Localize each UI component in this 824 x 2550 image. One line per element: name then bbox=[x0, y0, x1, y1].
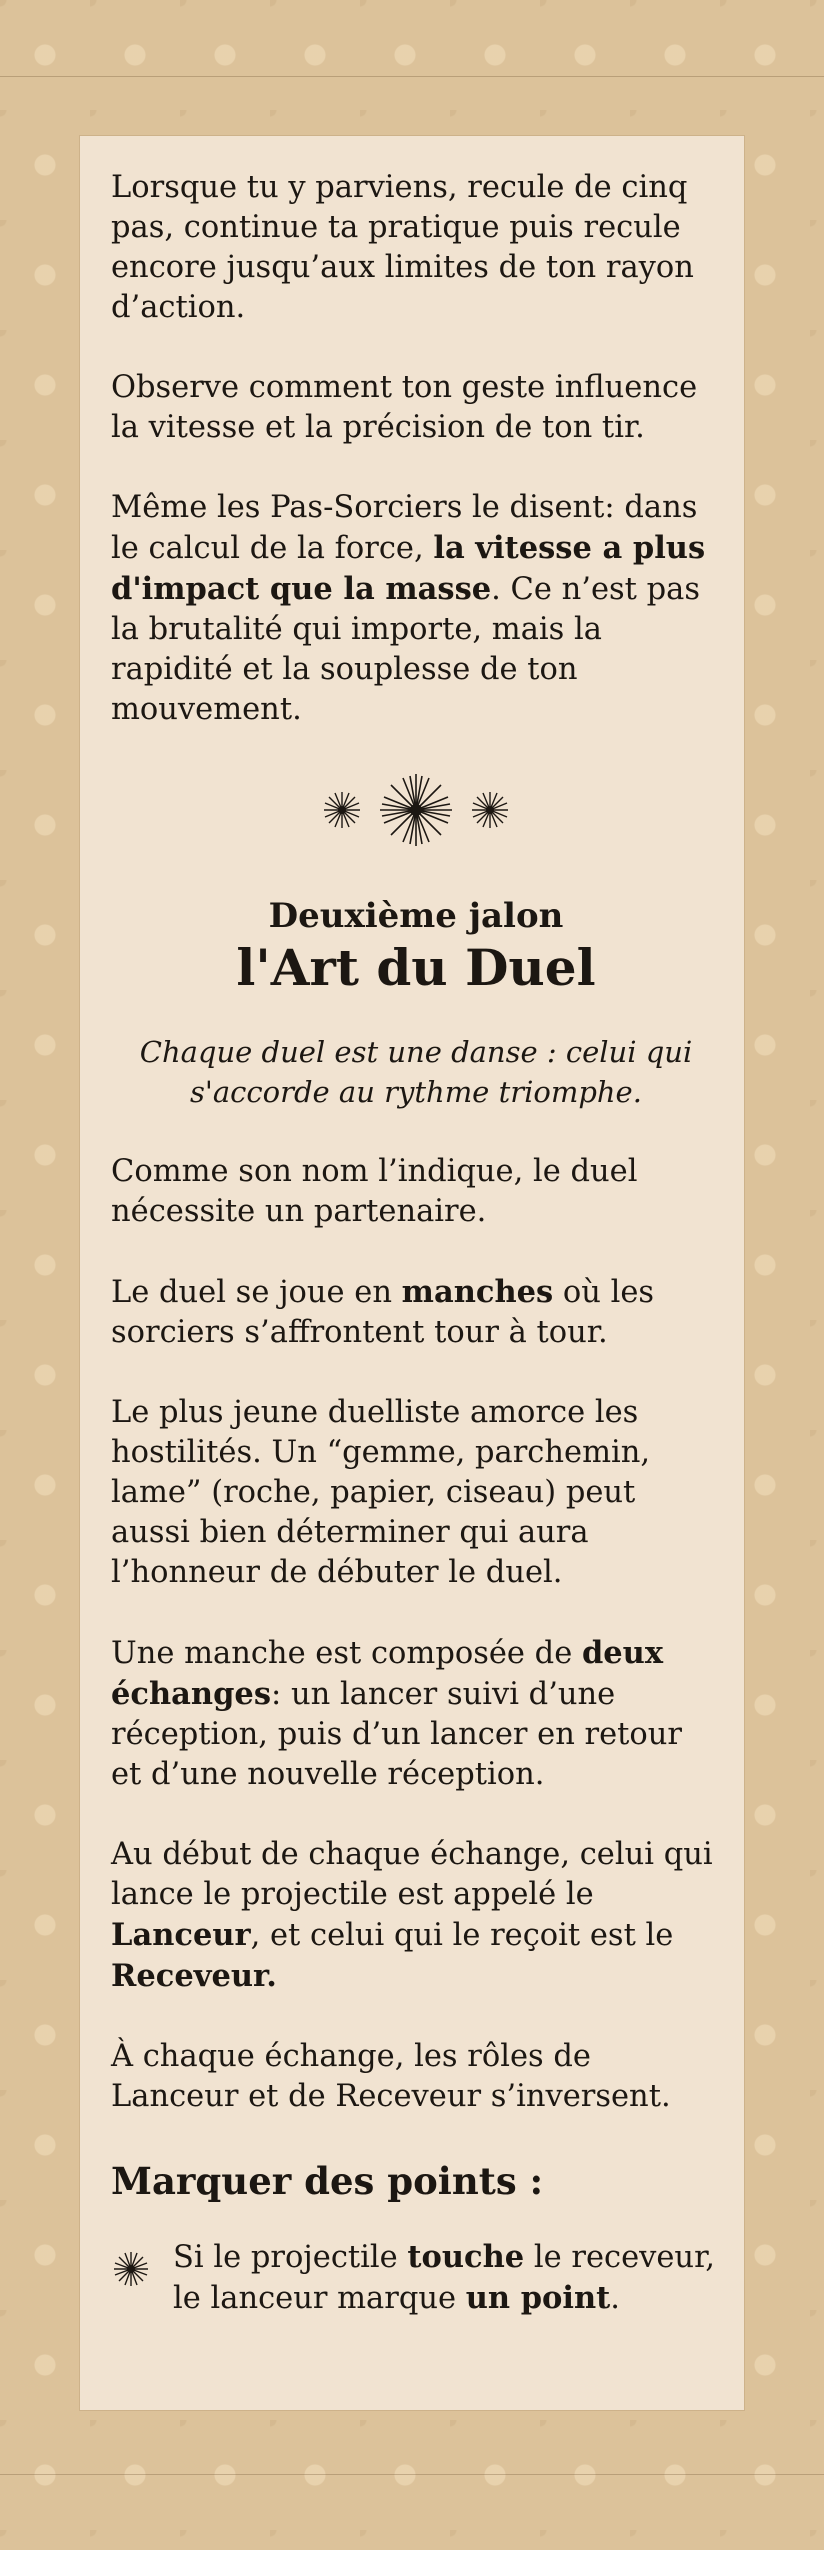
top-divider-line bbox=[0, 76, 824, 77]
page-content bbox=[111, 168, 721, 2319]
section-title: l'Art du Duel bbox=[236, 938, 596, 997]
small-star-right-icon bbox=[469, 789, 511, 831]
intro-paragraph-1: Lorsque tu y parviens, recule de cinq pas, continue ta pratique puis recule encore jusqu’aux limites de ton rayon d’action. bbox=[111, 170, 694, 325]
large-star-center-icon bbox=[377, 771, 455, 849]
bottom-divider-line bbox=[0, 2474, 824, 2475]
small-star-left-icon bbox=[321, 789, 363, 831]
sparkle-stars-icon bbox=[111, 770, 721, 850]
section-quote: Chaque duel est une danse : celui qui s'accorde au rythme triomphe. bbox=[139, 1035, 693, 1109]
star-bullet-icon bbox=[111, 2237, 173, 2300]
section-subtitle: Deuxième jalon bbox=[268, 896, 564, 936]
body-paragraph-6: À chaque échange, les rôles de Lanceur et de Receveur s’inversent. bbox=[111, 2039, 671, 2114]
body-paragraph-1: Comme son nom l’indique, le duel nécessite un partenaire. bbox=[111, 1154, 638, 1229]
intro-paragraph-2: Observe comment ton geste influence la vitesse et la précision de ton tir. bbox=[111, 370, 698, 445]
body-paragraph-5: Au début de chaque échange, celui qui lance le projectile est appelé le Lanceur, et celui qui le reçoit est le Receveur. bbox=[111, 1837, 713, 1994]
list-item bbox=[111, 2237, 721, 2319]
body-paragraph-3: Le plus jeune duelliste amorce les hostilités. Un “gemme, parchemin, lame” (roche, papier, ciseau) peut aussi bien déterminer qui aura l’honneur de débuter le duel. bbox=[111, 1395, 651, 1590]
scoring-heading: Marquer des points : bbox=[111, 2159, 544, 2203]
body-paragraph-4: Une manche est composée de deux échanges: un lancer suivi d’une réception, puis d’un lancer en retour et d’une nouvelle réception. bbox=[111, 1635, 683, 1792]
body-paragraph-2: Le duel se joue en manches où les sorciers s’affrontent tour à tour. bbox=[111, 1274, 655, 1350]
scoring-bullet-text: Si le projectile touche le receveur, le lanceur marque un point. bbox=[173, 2239, 715, 2316]
intro-paragraph-3: Même les Pas-Sorciers le disent: dans le calcul de la force, la vitesse a plus d'impact que la masse. Ce n’est pas la brutalité qui importe, mais la rapidité et la souplesse de ton mouvement. bbox=[111, 490, 706, 727]
